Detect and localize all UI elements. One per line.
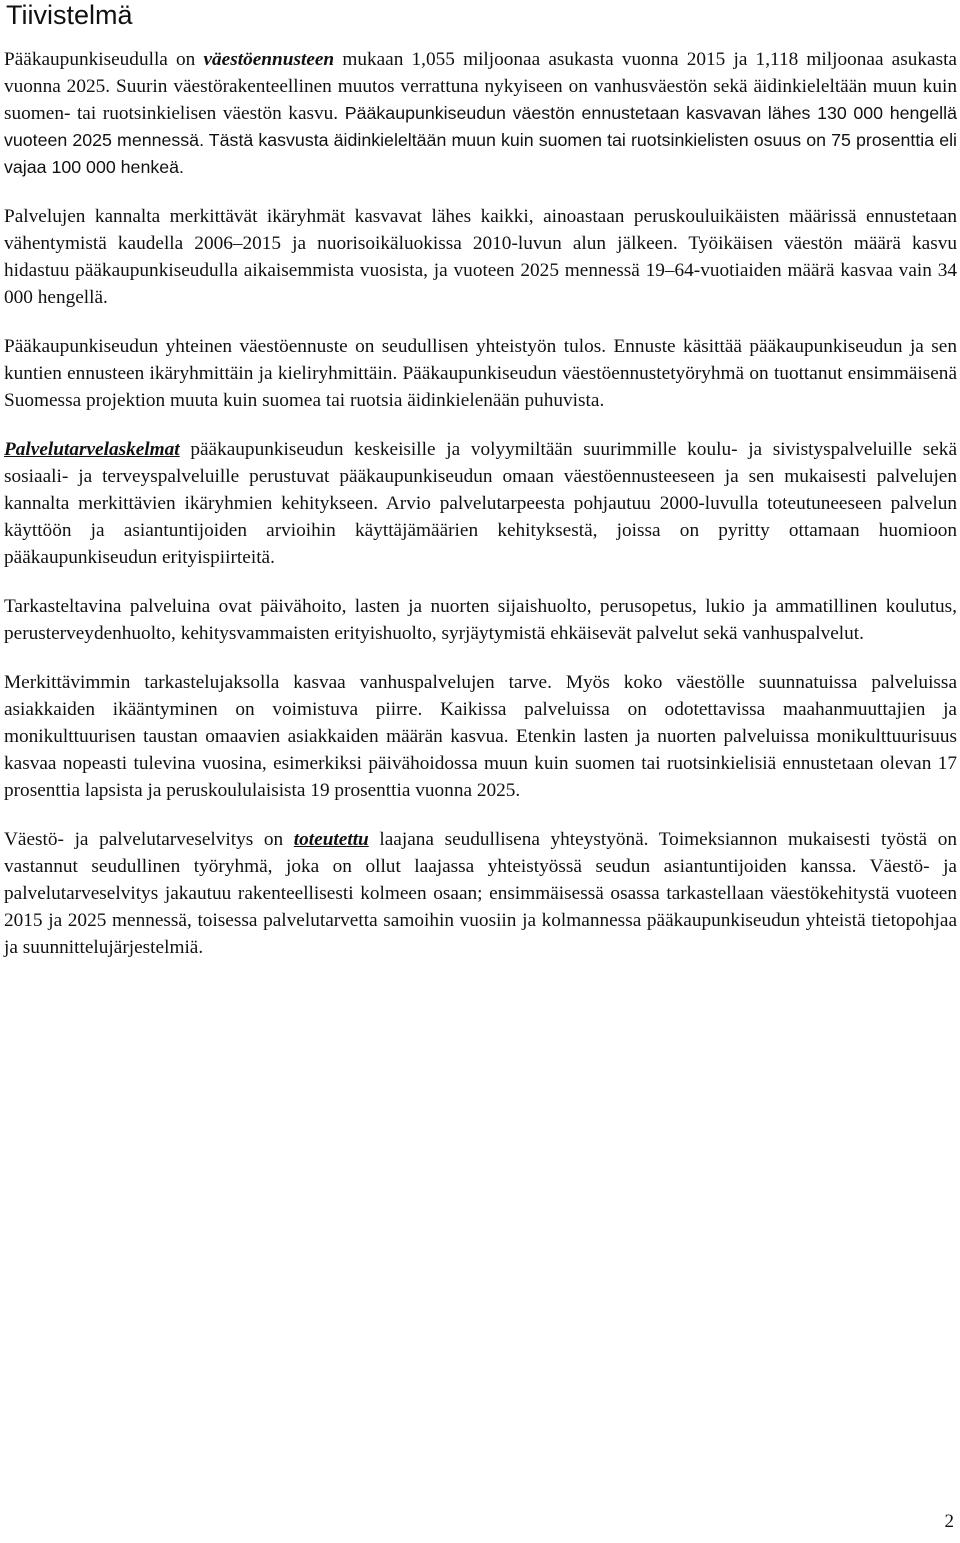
text-run: Pääkaupunkiseudulla on xyxy=(4,49,204,70)
paragraph-services-examined: Tarkasteltavina palveluina ovat päivähoito, lasten ja nuorten sijaishuolto, perusopetus, lukio ja ammatillinen koulutus, perusterveydenhuolto, kehitysvammaisten erityishuolto, syrjäytymistä ehkäisevät palvelut sekä vanhuspalvelut. xyxy=(4,596,957,644)
paragraph-service-calculations xyxy=(4,436,957,571)
summary-body xyxy=(4,46,957,983)
page-title: Tiivistelmä xyxy=(6,0,133,30)
page-number: 2 xyxy=(944,1511,954,1532)
emphasis-service-calculations: Palvelutarvelaskelmat xyxy=(4,439,180,460)
paragraph-report-structure xyxy=(4,826,957,961)
text-run: Väestö- ja palvelutarveselvitys on xyxy=(4,829,294,850)
text-run: mukaan 1,055 miljoonaa asukasta vuonna 2015 ja 1,118 miljoonaa asukasta vuonna 2025. Suurin väestörakenteellinen muutos verrattuna nykyiseen on vanhusväestön sekä äidinkieleltään muun kuin suomen- tai ruotsinkielisen väestön kasvu. xyxy=(4,49,957,124)
text-run: laajana seudullisena yhteystyönä. Toimeksiannon mukaisesti työstä on vastannut seudullinen työryhmä, joka on ollut laajassa yhteistyössä seudun asiantuntijoiden kanssa. Väestö- ja palvelutarveselvitys jakautuu rakenteellisesti kolmeen osaan; ensimmäisessä osassa tarkastellaan väestökehitystä vuoteen 2015 ja 2025 mennessä, toisessa palvelutarvetta samoihin vuosiin ja kolmannessa pääkaupunkiseudun yhteistä tietopohjaa ja suunnittelujärjestelmiä. xyxy=(4,829,957,958)
emphasis-implemented: toteutettu xyxy=(293,829,369,850)
text-run: pääkaupunkiseudun keskeisille ja volyymiltään suurimmille koulu- ja sivistyspalveluille sekä sosiaali- ja terveyspalveluille perustuvat pääkaupunkiseudun omaan väestöennusteeseen ja sen mukaisesti palvelujen kannalta merkittävien ikäryhmien kehitykseen. Arvio palvelutarpeesta pohjautuu 2000-luvulla toteutuneeseen palvelun käyttöön ja asiantuntijoiden arvioihin käyttäjämäärien kehityksestä, joissa on pyritty ottamaan huomioon pääkaupunkiseudun erityispiirteitä. xyxy=(4,439,957,568)
emphasis-population-forecast: väestöennusteen xyxy=(203,49,335,70)
paragraph-service-needs: Merkittävimmin tarkastelujaksolla kasvaa vanhuspalvelujen tarve. Myös koko väestölle suunnatuissa palveluissa asiakkaiden ikääntyminen on voimistuva piirre. Kaikissa palveluissa on odotettavissa maahanmuuttajien ja monikulttuurisen taustan omaavien asiakkaiden määrän kasvua. Etenkin lasten ja nuorten palveluissa monikulttuurisuus kasvaa nopeasti tulevina vuosina, esimerkiksi päivähoidossa muun kuin suomen tai ruotsinkielisiä ennustetaan olevan 17 prosenttia lapsista ja peruskoululaisista 19 prosenttia vuonna 2025. xyxy=(4,672,957,801)
paragraph-population-forecast xyxy=(4,46,957,181)
paragraph-age-groups: Palvelujen kannalta merkittävät ikäryhmät kasvavat lähes kaikki, ainoastaan peruskouluikäisten määrissä ennustetaan vähentymistä kaudella 2006–2015 ja nuorisoikäluokissa 2010-luvun alun jälkeen. Työikäisen väestön määrä kasvu hidastuu pääkaupunkiseudulla aikaisemmista vuosista, ja vuoteen 2025 mennessä 19–64-vuotiaiden määrä kasvaa vain 34 000 hengellä. xyxy=(4,206,957,308)
text-run-sans: Pääkaupunkiseudun väestön ennustetaan kasvavan lähes 130 000 hengellä vuoteen 2025 mennessä. Tästä kasvusta äidinkieleltään muun kuin suomen tai ruotsinkielisten osuus on 75 prosenttia eli vajaa 100 000 henkeä. xyxy=(4,103,957,177)
paragraph-regional-forecast: Pääkaupunkiseudun yhteinen väestöennuste on seudullisen yhteistyön tulos. Ennuste käsittää pääkaupunkiseudun ja sen kuntien ennusteen ikäryhmittäin ja kieliryhmittäin. Pääkaupunkiseudun väestöennustetyöryhmä on tuottanut ensimmäisenä Suomessa projektion muuta kuin suomea tai ruotsia äidinkielenään puhuvista. xyxy=(4,336,957,411)
